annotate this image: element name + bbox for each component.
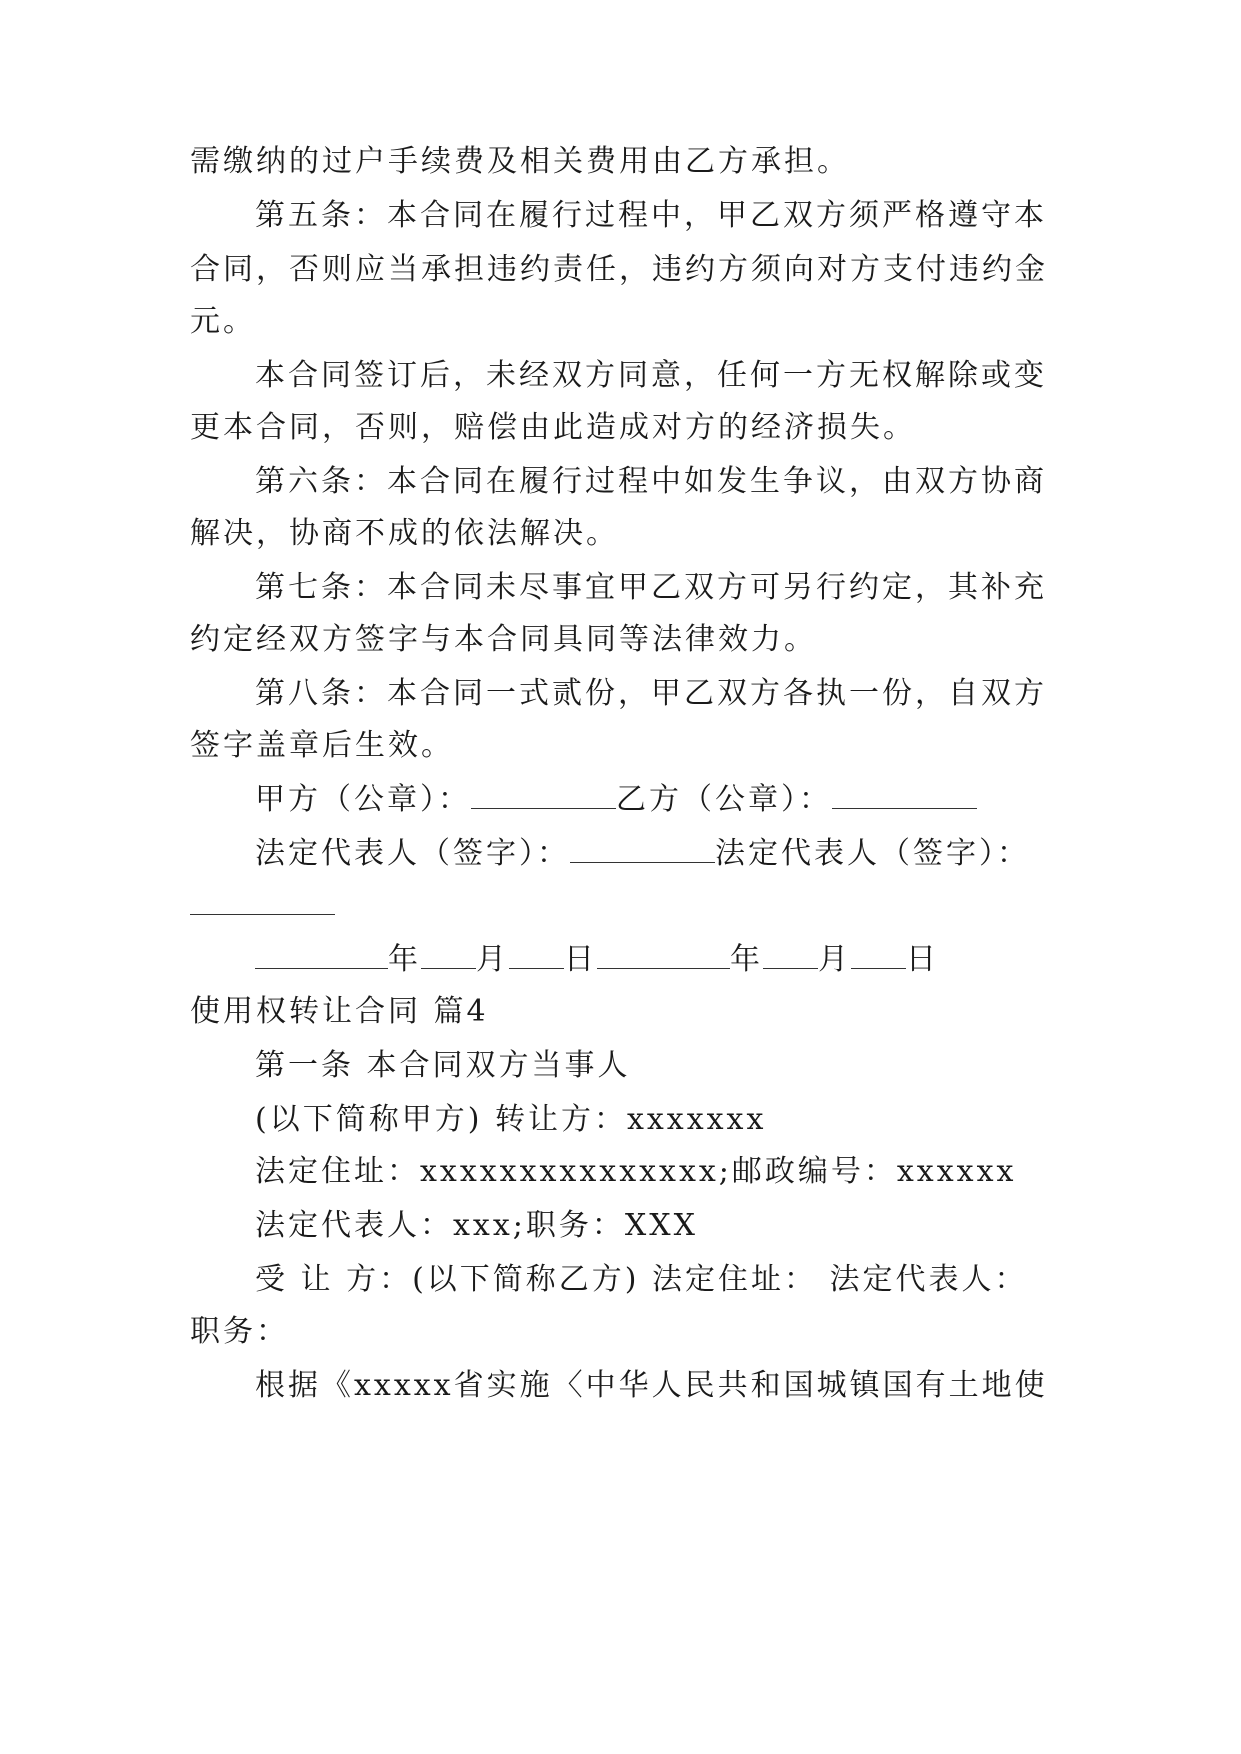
party-b-seal-label: 乙方（公章）： [616, 782, 832, 817]
position-line: 职务： [190, 1314, 289, 1349]
address-line: 法定住址：xxxxxxxxxxxxxxx;邮政编号：xxxxxx [255, 1154, 1017, 1189]
article-5-line-3: 元。 [190, 304, 256, 339]
day-label: 日 [906, 942, 939, 977]
article-7-line-2: 约定经双方签字与本合同具同等法律效力。 [190, 622, 817, 657]
rep-b-blank [190, 888, 335, 915]
day-label: 日 [564, 942, 597, 977]
party-a-seal-blank [471, 782, 616, 809]
year-blank-a [255, 942, 388, 969]
rep-a-blank [570, 836, 715, 863]
rep-a-label: 法定代表人（签字）： [255, 836, 570, 871]
party-a-seal-label: 甲方（公章）： [255, 782, 471, 817]
year-label: 年 [730, 942, 763, 977]
month-label: 月 [476, 942, 509, 977]
article-5-line-1: 第五条：本合同在履行过程中，甲乙双方须严格遵守本 [255, 198, 1047, 233]
year-label: 年 [388, 942, 421, 977]
day-blank-a [509, 942, 564, 969]
party-b-seal-blank [832, 782, 977, 809]
date-line [255, 940, 1070, 980]
legal-rep-line: 法定代表人：xxx;职务：XXX [255, 1208, 698, 1243]
rep-b-label: 法定代表人（签字）： [715, 836, 1030, 871]
article-5-line-2: 合同，否则应当承担违约责任，违约方须向对方支付违约金 [190, 252, 1048, 287]
paragraph-line: 需缴纳的过户手续费及相关费用由乙方承担。 [190, 144, 850, 179]
article-7-line-1: 第七条：本合同未尽事宜甲乙双方可另行约定，其补充 [255, 570, 1047, 605]
article-8-line-2: 签字盖章后生效。 [190, 728, 454, 763]
paragraph-line: 本合同签订后，未经双方同意，任何一方无权解除或变 [255, 358, 1047, 393]
basis-line: 根据《xxxxx省实施〈中华人民共和国城镇国有土地使 [255, 1368, 1048, 1403]
article-6-line-2: 解决，协商不成的依法解决。 [190, 516, 619, 551]
section-heading: 使用权转让合同 篇4 [190, 994, 489, 1029]
rep-b-blank-line [190, 886, 1070, 926]
transferor-line: (以下简称甲方) 转让方：xxxxxxx [255, 1102, 767, 1137]
month-blank-b [763, 942, 818, 969]
paragraph-line: 更本合同，否则，赔偿由此造成对方的经济损失。 [190, 410, 916, 445]
representative-line [255, 834, 1070, 874]
article-1-line: 第一条 本合同双方当事人 [255, 1048, 631, 1083]
article-8-line-1: 第八条：本合同一式贰份，甲乙双方各执一份，自双方 [255, 676, 1047, 711]
month-label: 月 [818, 942, 851, 977]
article-6-line-1: 第六条：本合同在履行过程中如发生争议，由双方协商 [255, 464, 1047, 499]
transferee-line: 受 让 方：(以下简称乙方) 法定住址： 法定代表人： [255, 1262, 1028, 1297]
month-blank-a [421, 942, 476, 969]
seal-line [255, 780, 1070, 820]
day-blank-b [851, 942, 906, 969]
year-blank-b [597, 942, 730, 969]
